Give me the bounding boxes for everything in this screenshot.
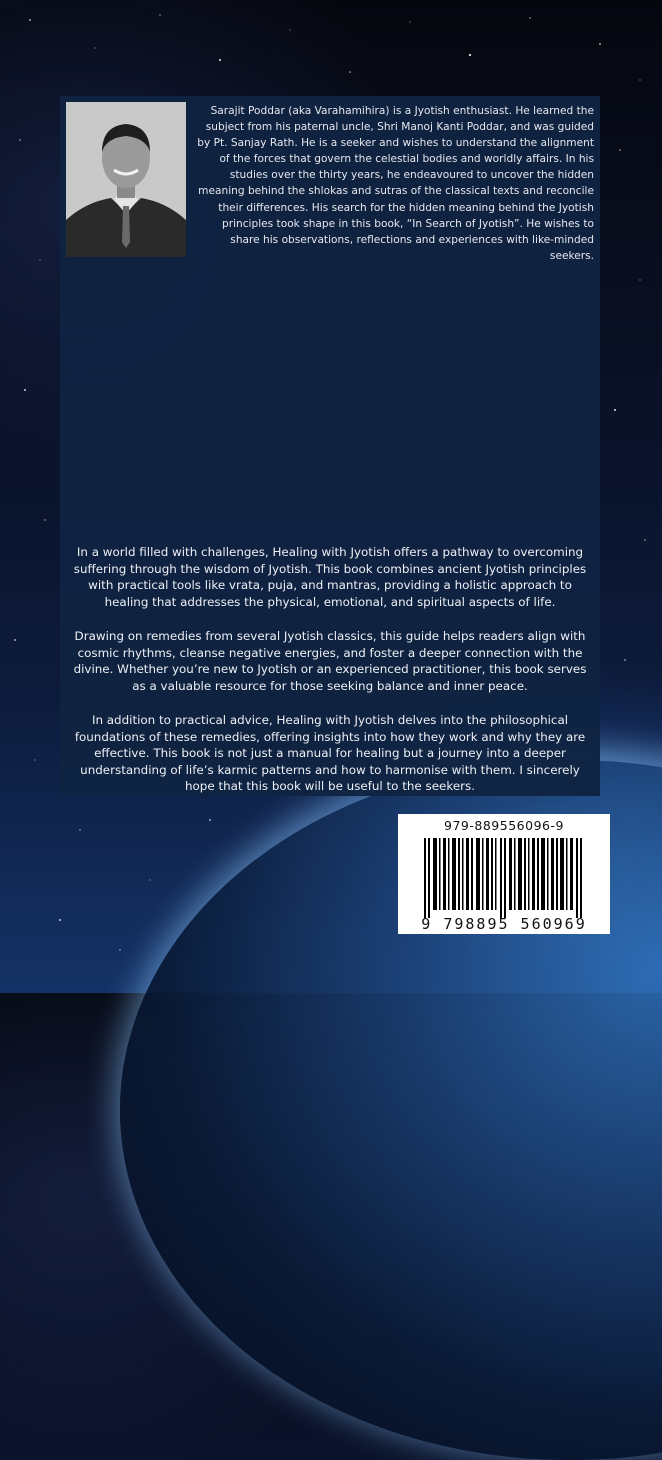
isbn-digits: 9 798895 560969 bbox=[421, 915, 587, 933]
author-photo bbox=[66, 102, 186, 257]
description-paragraph-3: In addition to practical advice, Healing with Jyotish delves into the philosophical foundations of these remedies, offering insights into how they work and why they are effective. This book is not just a manual for healing but a journey into a deeper understanding of life’s karmic patterns and how to harmonise with them. I sincerely hope that this book will be useful to the seekers. bbox=[74, 713, 586, 794]
isbn-label: 979-889556096-9 bbox=[444, 818, 564, 833]
description-paragraph-1: In a world filled with challenges, Healing with Jyotish offers a pathway to overcoming suffering through the wisdom of Jyotish. This book combines ancient Jyotish principles with practical tools like vrata, puja, and mantras, providing a holistic approach to healing that addresses the physical, emotional, and spiritual aspects of life. bbox=[73, 545, 587, 609]
description-paragraph-2: Drawing on remedies from several Jyotish classics, this guide helps readers align with cosmic rhythms, cleanse negative energies, and foster a deeper connection with the divine. Whether you’re new to Jyotish or an experienced practitioner, this book serves as a valuable resource for those seeking balance and inner peace. bbox=[73, 629, 587, 693]
author-bio: Sarajit Poddar (aka Varahamihira) is a Jyotish enthusiast. He learned the subject from his paternal uncle, Shri Manoj Kanti Poddar, and was guided by Pt. Sanjay Rath. He is a seeker and wishes to understand the alignment of the forces that govern the celestial bodies and worldly affairs. In his studies over the thirty years, he endeavoured to uncover the hidden meaning behind the shlokas and sutras of the classical texts and reconcile their differences. His search for the hidden meaning behind the Jyotish principles took shape in this book, “In Search of Jyotish”. He wishes to share his observations, reflections and experiences with like-minded seekers. bbox=[197, 105, 594, 262]
barcode-bars bbox=[424, 838, 586, 918]
isbn-barcode bbox=[398, 814, 610, 934]
